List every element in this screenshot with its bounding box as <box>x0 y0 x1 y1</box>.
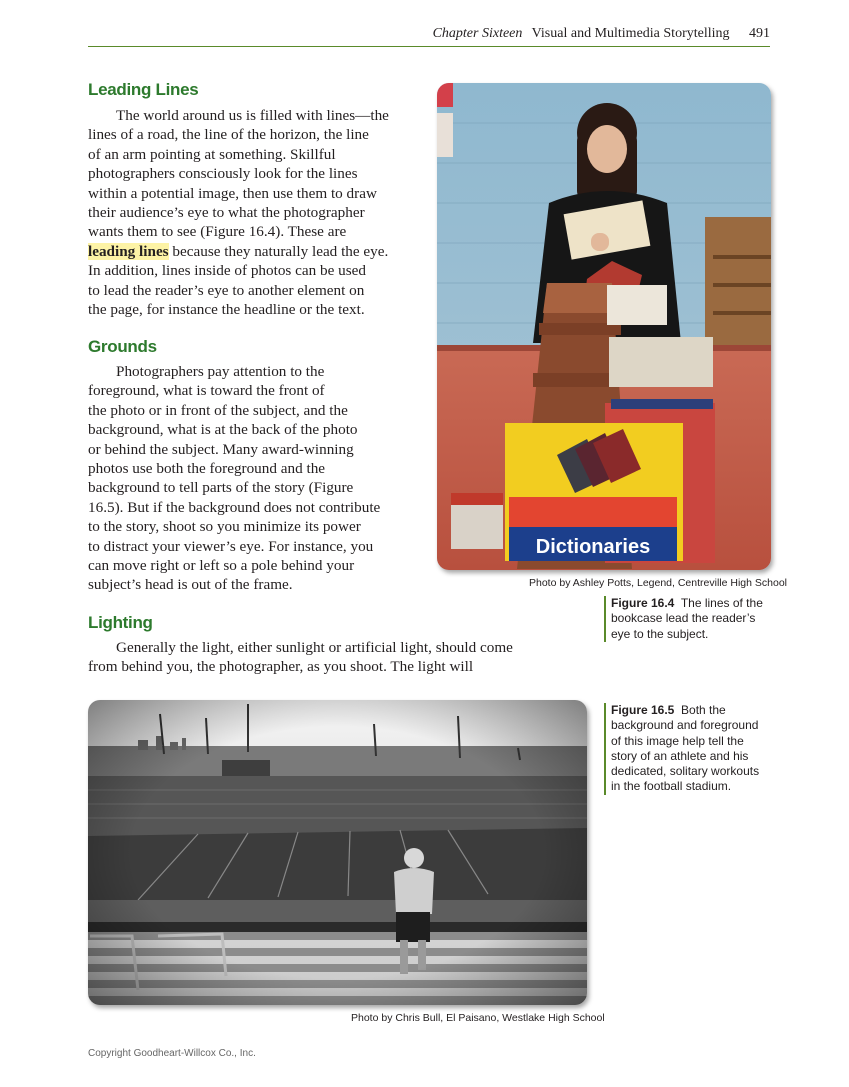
text-line: photos use both the foreground and the <box>88 460 326 478</box>
heading-leading-lines: Leading Lines <box>88 80 199 99</box>
lighting-paragraph <box>88 638 513 677</box>
text-line <box>88 242 389 261</box>
text-line: In addition, lines inside of photos can be used <box>88 262 366 280</box>
caption-line: of this image help tell the <box>611 733 744 748</box>
caption-line: in the football stadium. <box>611 779 732 794</box>
dictionaries-box-label: Dictionaries <box>535 536 651 558</box>
stadium-photo-illustration <box>88 700 587 1005</box>
text-line: photographers consciously look for the lines <box>88 165 358 183</box>
text-line: 16.5). But if the background does not contribute <box>88 498 381 516</box>
text-line: to distract your viewer’s eye. For instance, you <box>88 537 374 555</box>
copyright-footer: Copyright Goodheart-Willcox Co., Inc. <box>88 1048 256 1059</box>
text-line: The world around us is filled with lines—the <box>116 107 389 124</box>
caption-line: dedicated, solitary workouts <box>611 764 760 779</box>
text-line: their audience’s eye to what the photographer <box>88 204 365 222</box>
text-line: foreground, what is toward the front of <box>88 382 325 400</box>
running-header <box>88 26 770 47</box>
figure-16-4-label: Figure 16.4 <box>611 596 675 610</box>
text-line: Photographers pay attention to the <box>116 363 325 380</box>
key-term-rest: because they naturally lead the eye. <box>168 242 389 260</box>
grounds-paragraph <box>88 362 380 595</box>
heading-grounds: Grounds <box>88 337 157 356</box>
caption-text: The lines of the <box>680 596 763 610</box>
figure-16-5-photo <box>88 700 587 1005</box>
caption-line <box>611 703 759 718</box>
caption-line: story of an athlete and his <box>611 748 749 763</box>
chapter-title: Visual and Multimedia Storytelling <box>531 26 730 41</box>
heading-lighting: Lighting <box>88 613 153 632</box>
caption-line: eye to the subject. <box>611 626 709 641</box>
figure-16-4-credit: Photo by Ashley Potts, Legend, Centreville High School <box>529 577 787 589</box>
text-line: Generally the light, either sunlight or artificial light, should come <box>116 639 513 656</box>
figure-16-4-caption <box>604 596 763 642</box>
caption-line: background and foreground <box>611 718 759 733</box>
text-line: of an arm pointing at something. Skillful <box>88 145 336 163</box>
figure-16-5-label: Figure 16.5 <box>611 703 675 717</box>
caption-text: Both the <box>681 703 726 717</box>
text-line: within a potential image, then use them to draw <box>88 184 377 202</box>
key-term-leading-lines: leading lines <box>88 242 169 260</box>
text-line: from behind you, the photographer, as you shoot. The light will <box>88 658 474 676</box>
text-line: subject’s head is out of the frame. <box>88 576 293 594</box>
text-line: to the story, shoot so you minimize its power <box>88 518 361 536</box>
text-line: the photo or in front of the subject, and the <box>88 401 348 419</box>
page-number: 491 <box>749 26 770 41</box>
bookcase-photo-illustration <box>437 83 771 570</box>
leading-lines-paragraph <box>88 106 389 319</box>
caption-line: bookcase lead the reader’s <box>611 611 756 626</box>
text-line: lines of a road, the line of the horizon, the line <box>88 126 369 144</box>
chapter-label: Chapter Sixteen <box>432 26 523 41</box>
text-line: to lead the reader’s eye to another element on <box>88 281 365 299</box>
text-line: can move right or left so a pole behind your <box>88 557 355 575</box>
caption-line <box>611 596 763 611</box>
figure-16-5-credit: Photo by Chris Bull, El Paisano, Westlake High School <box>351 1012 605 1024</box>
text-line: wants them to see (Figure 16.4). These are <box>88 223 347 241</box>
text-line: background to tell parts of the story (Figure <box>88 479 354 497</box>
text-line: the page, for instance the headline or the text. <box>88 301 365 319</box>
text-line: background, what is at the back of the photo <box>88 421 358 439</box>
figure-16-5-caption <box>604 703 759 795</box>
figure-16-4-photo <box>437 83 771 570</box>
text-line: or behind the subject. Many award-winning <box>88 440 354 458</box>
